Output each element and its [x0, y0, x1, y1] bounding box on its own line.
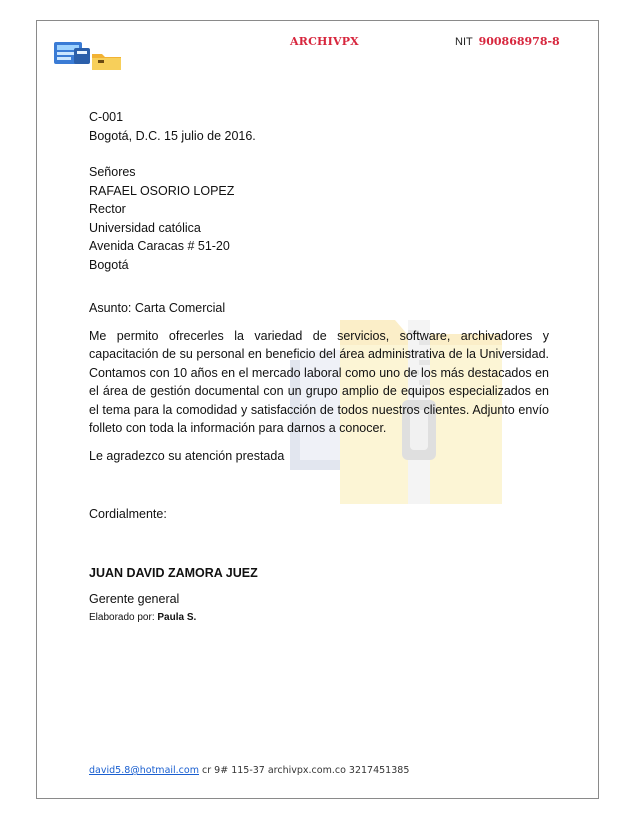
- letter-body: Me permito ofrecerles la variedad de servicios, software, archivadores y capacitación de su personal en beneficio del área administrativa de la Universidad. Contamos con 10 años en el mercado laboral como uno de los más destacados en el área de gestión documental con un grupo amplio de equipos especializados en el tema para la comodidad y satisfacción de todos nuestros clientes. Adjunto envío folleto con toda la información para darnos a conocer.: [89, 328, 549, 435]
- letter-content: [89, 108, 549, 627]
- letter-subject: Asunto: Carta Comercial: [89, 301, 226, 315]
- recipient-city: Bogotá: [89, 257, 129, 272]
- footer-details: cr 9# 115-37 archivpx.com.co 3217451385: [202, 765, 410, 776]
- letter-thanks: Le agradezco su atención prestada: [89, 448, 285, 463]
- archivpx-logo-icon: [52, 38, 124, 72]
- elaborated-by-line: [89, 609, 549, 628]
- nit-label: NIT: [455, 36, 473, 48]
- letter-code: C-001: [89, 110, 124, 124]
- signer-name: JUAN DAVID ZAMORA JUEZ: [89, 565, 258, 580]
- elaborated-by-name: Paula S.: [157, 611, 197, 623]
- recipient-address: Avenida Caracas # 51-20: [89, 239, 230, 253]
- footer-email-link[interactable]: david5.8@hotmail.com: [89, 765, 199, 776]
- footer: [89, 765, 409, 776]
- elaborated-label: Elaborado por:: [89, 611, 155, 623]
- letter-place-date: Bogotá, D.C. 15 julio de 2016.: [89, 128, 256, 143]
- signer-role: Gerente general: [89, 592, 180, 606]
- recipient-name: RAFAEL OSORIO LOPEZ: [89, 183, 235, 198]
- letter-closing: Cordialmente:: [89, 507, 167, 521]
- header-company-name: ARCHIVPX: [290, 35, 359, 48]
- recipient-institution: Universidad católica: [89, 220, 201, 235]
- header-nit: [455, 35, 560, 48]
- recipient-title: Rector: [89, 202, 126, 216]
- recipient-salutation: Señores: [89, 165, 136, 179]
- nit-value: 900868978-8: [478, 35, 560, 48]
